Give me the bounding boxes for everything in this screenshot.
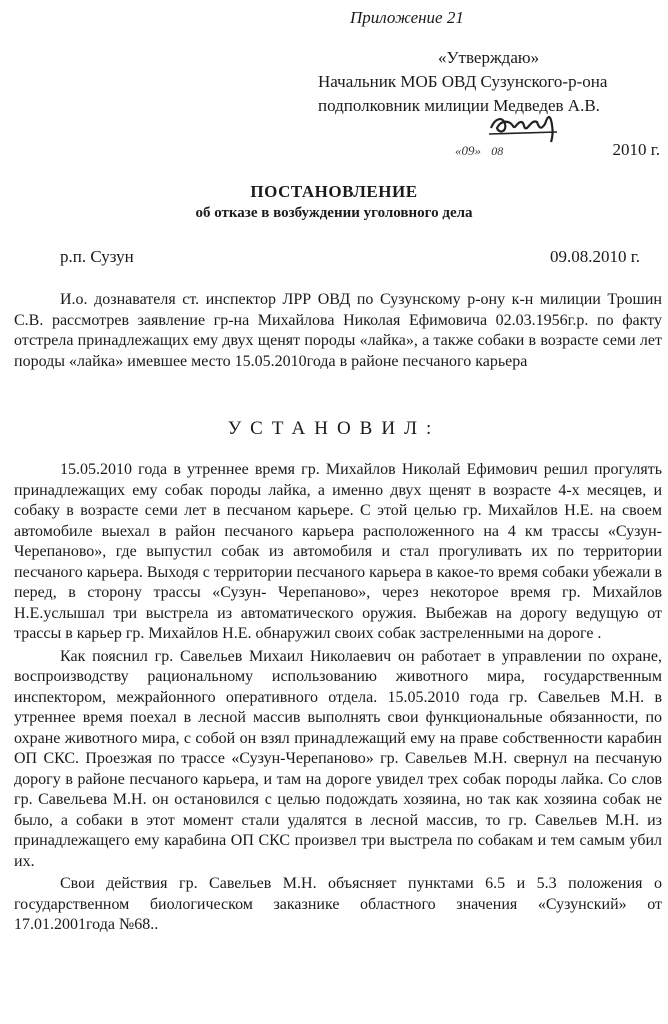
approver-name: подполковник милиции Медведев А.В. [318,96,600,115]
approval-date [455,140,660,160]
body-section [14,460,662,936]
document-title: ПОСТАНОВЛЕНИЕ [250,182,418,201]
approver-position: Начальник МОБ ОВД Сузунского-р-она [318,72,608,91]
intro-paragraph: И.о. дознавателя ст. инспектор ЛРР ОВД по Сузунскому р-ону к-н милиции Трошин С.В. рассмотрев заявление гр-на Михайлова Николая Ефимовича 02.03.1956г.р. по факту отстрела принадлежащих ему двух щенят породы «лайка», а также собаки в возрасте семи лет породы «лайка» имевшее место 15.05.2010года в районе песчаного карьера [14,291,662,370]
established-heading: УСТАНОВИЛ: [227,418,441,439]
body-paragraph-2: Как пояснил гр. Савельев Михаил Николаевич он работает в управлении по охране, воспроизводству рациональному использованию животного мира, государственным инспектором, межрайонного оперативного отдела. 15.05.2010 года гр. Савельев М.Н. в утреннее время поехал в лесной массив выполнять свои функциональные обязанности, по охране животного мира, с собой он взял принадлежащий ему на праве собственности карабин ОП СКС. Проезжая по трассе «Сузун-Черепаново» гр. Савельев М.Н. свернул на песчаную дорогу в районе песчаного карьера, и там на дороге увидел трех собак породы лайка. Со слов гр. Савельева М.Н. он остановился с целью подождать хозяина, но так как хозяина собак не было, а собаки в этот момент стали удалятся в лесной массив, то гр. Савельев М.Н. из принадлежащего ему карабина ОП СКС произвел три выстрела по собакам и тем самым убил их. [14,647,662,870]
intro-section [14,290,662,372]
body-paragraph-1: 15.05.2010 года в утреннее время гр. Михайлов Николай Ефимович решил прогулять принадлежащих ему собак породы лайка, а именно двух щенят в возрасте 4-х месяцев, и собаку в возрасте семи лет в песчаном карьере. С этой целью гр. Михайлов Н.Е. на своем автомобиле выехал в район песчаного карьера расположенного на 4 км трассы «Сузун- Черепаново», где выпустил собак из автомобиля и стал прогуливать их по территории песчаного карьера. Выходя с территории песчаного карьера в какое-то время собаки убежали в перед, в сторону трассы «Сузун- Черепаново», через некоторое время гр. Михайлов Н.Е.услышал три выстрела из автоматического оружия. Выбежав на дорогу ведущую от трассы в карьер гр. Михайлов Н.Е. обнаружил своих собак застреленными на дороге . [14,461,662,642]
approval-date-day: «09» [455,143,481,158]
document-subtitle: об отказе в возбуждении уголовного дела [195,205,473,221]
place-label: р.п. Сузун [60,247,134,266]
approval-title: «Утверждаю» [438,48,540,67]
appendix-label: Приложение 21 [350,8,464,27]
approval-date-year: 2010 г. [612,140,660,159]
document-date: 09.08.2010 г. [550,247,641,266]
body-paragraph-3: Свои действия гр. Савельев М.Н. объясняет пунктами 6.5 и 5.3 положения о государственном биологическом заказнике областного значения «Сузунский» от 17.01.2001года №68.. [14,875,662,933]
approval-date-month: 08 [491,144,504,158]
